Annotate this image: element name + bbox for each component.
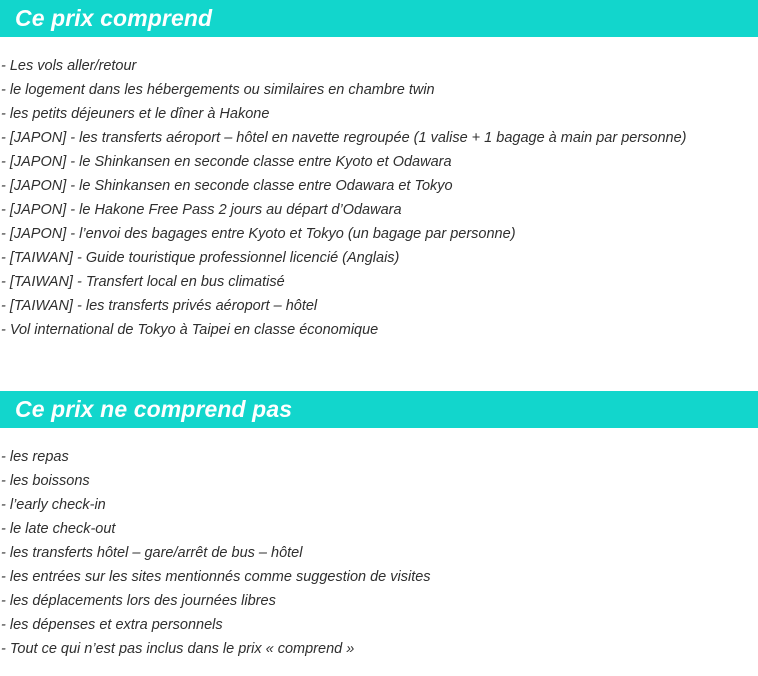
price-excludes-title: Ce prix ne comprend pas <box>15 395 293 422</box>
price-includes-title: Ce prix comprend <box>15 4 213 31</box>
list-item: - les dépenses et extra personnels <box>1 617 223 633</box>
list-item: - les repas <box>1 449 69 465</box>
list-item: - les petits déjeuners et le dîner à Hakone <box>1 106 270 122</box>
list-item: - les entrées sur les sites mentionnés comme suggestion de visites <box>1 569 431 585</box>
list-item: - [JAPON] - l’envoi des bagages entre Kyoto et Tokyo (un bagage par personne) <box>1 226 516 242</box>
list-item: - [JAPON] - le Shinkansen en seconde classe entre Kyoto et Odawara <box>1 154 452 170</box>
list-item: - l’early check-in <box>1 497 106 513</box>
list-item: - Tout ce qui n’est pas inclus dans le prix « comprend » <box>1 641 355 657</box>
list-item: - Vol international de Tokyo à Taipei en classe économique <box>1 322 379 338</box>
list-item: - [JAPON] - le Shinkansen en seconde classe entre Odawara et Tokyo <box>1 178 453 194</box>
price-excludes-header <box>0 391 758 428</box>
list-item: - les transferts hôtel – gare/arrêt de bus – hôtel <box>1 545 303 561</box>
list-item: - les déplacements lors des journées libres <box>1 593 276 609</box>
list-item: - le late check-out <box>1 521 116 537</box>
list-item: - [TAIWAN] - Transfert local en bus climatisé <box>1 274 285 290</box>
list-item: - [TAIWAN] - les transferts privés aéroport – hôtel <box>1 298 318 314</box>
list-item: - le logement dans les hébergements ou similaires en chambre twin <box>1 82 435 98</box>
price-includes-list <box>0 37 758 342</box>
price-includes-header <box>0 0 758 37</box>
list-item: - [TAIWAN] - Guide touristique professionnel licencié (Anglais) <box>1 250 400 266</box>
list-item: - les boissons <box>1 473 90 489</box>
list-item: - [JAPON] - le Hakone Free Pass 2 jours au départ d’Odawara <box>1 202 402 218</box>
price-excludes-section <box>0 391 758 661</box>
price-excludes-list <box>0 428 758 661</box>
list-item: - Les vols aller/retour <box>1 58 137 74</box>
list-item: - [JAPON] - les transferts aéroport – hôtel en navette regroupée (1 valise + 1 bagage à main par personne) <box>1 130 687 146</box>
